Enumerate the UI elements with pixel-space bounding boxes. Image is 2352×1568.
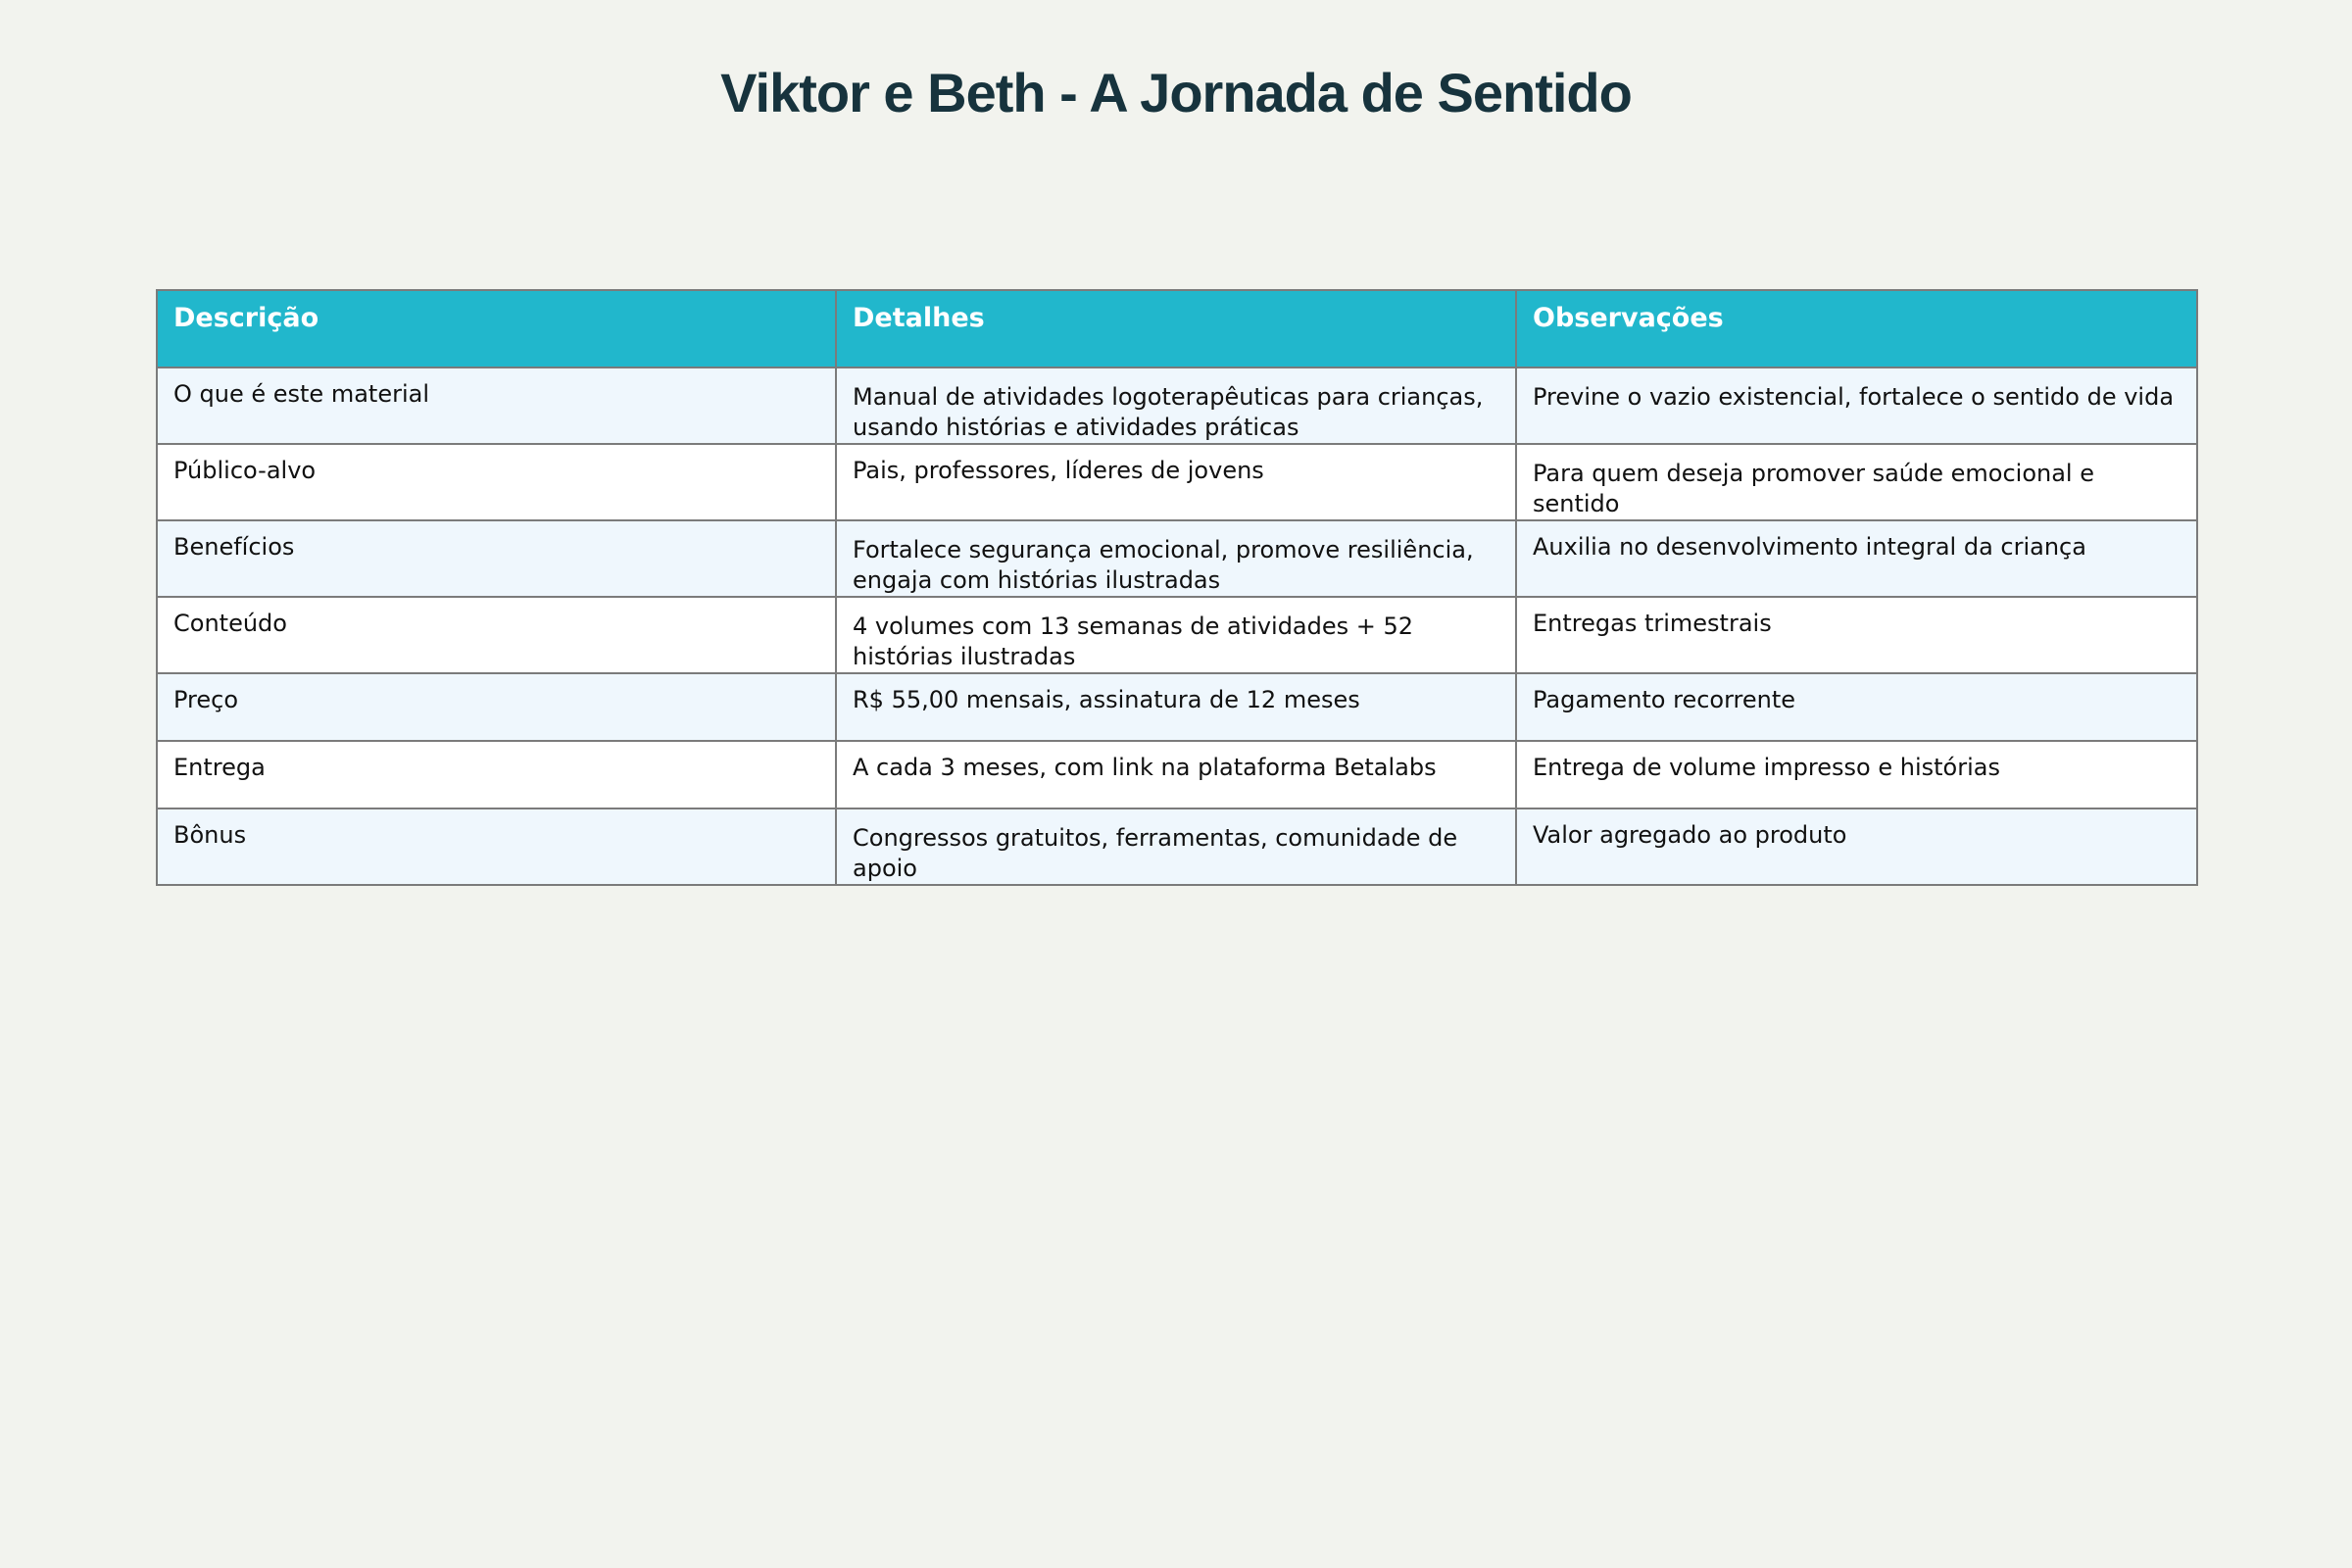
table-cell-description: Bônus	[157, 808, 836, 885]
table-cell-description: O que é este material	[157, 368, 836, 444]
table-cell-details: R$ 55,00 mensais, assinatura de 12 meses	[836, 673, 1516, 741]
table-cell-details: Pais, professores, líderes de jovens	[836, 444, 1516, 520]
table-row	[157, 444, 2197, 520]
data-table-container	[156, 289, 2196, 886]
table-row	[157, 673, 2197, 741]
table-cell-observations: Valor agregado ao produto	[1516, 808, 2197, 885]
table-cell-description: Entrega	[157, 741, 836, 808]
table-cell-observations: Previne o vazio existencial, fortalece o sentido de vida	[1516, 368, 2197, 444]
table-cell-details: 4 volumes com 13 semanas de atividades + 52 histórias ilustradas	[836, 597, 1516, 673]
table-row	[157, 520, 2197, 597]
table-cell-observations: Auxilia no desenvolvimento integral da criança	[1516, 520, 2197, 597]
table-row	[157, 741, 2197, 808]
table-row	[157, 368, 2197, 444]
table-cell-observations: Para quem deseja promover saúde emocional e sentido	[1516, 444, 2197, 520]
table-header-row	[157, 290, 2197, 368]
table-cell-description: Preço	[157, 673, 836, 741]
page-title: Viktor e Beth - A Jornada de Sentido	[720, 62, 1632, 123]
column-header-observacoes: Observações	[1516, 290, 2197, 368]
table-row	[157, 808, 2197, 885]
data-table	[156, 289, 2198, 886]
table-row	[157, 597, 2197, 673]
table-cell-observations: Pagamento recorrente	[1516, 673, 2197, 741]
table-cell-observations: Entregas trimestrais	[1516, 597, 2197, 673]
column-header-detalhes: Detalhes	[836, 290, 1516, 368]
table-cell-description: Público-alvo	[157, 444, 836, 520]
table-cell-description: Conteúdo	[157, 597, 836, 673]
table-cell-description: Benefícios	[157, 520, 836, 597]
table-cell-observations: Entrega de volume impresso e histórias	[1516, 741, 2197, 808]
table-cell-details: A cada 3 meses, com link na plataforma Betalabs	[836, 741, 1516, 808]
table-cell-details: Fortalece segurança emocional, promove resiliência, engaja com histórias ilustradas	[836, 520, 1516, 597]
column-header-descricao: Descrição	[157, 290, 836, 368]
table-cell-details: Congressos gratuitos, ferramentas, comunidade de apoio	[836, 808, 1516, 885]
table-cell-details: Manual de atividades logoterapêuticas para crianças, usando histórias e atividades práticas	[836, 368, 1516, 444]
